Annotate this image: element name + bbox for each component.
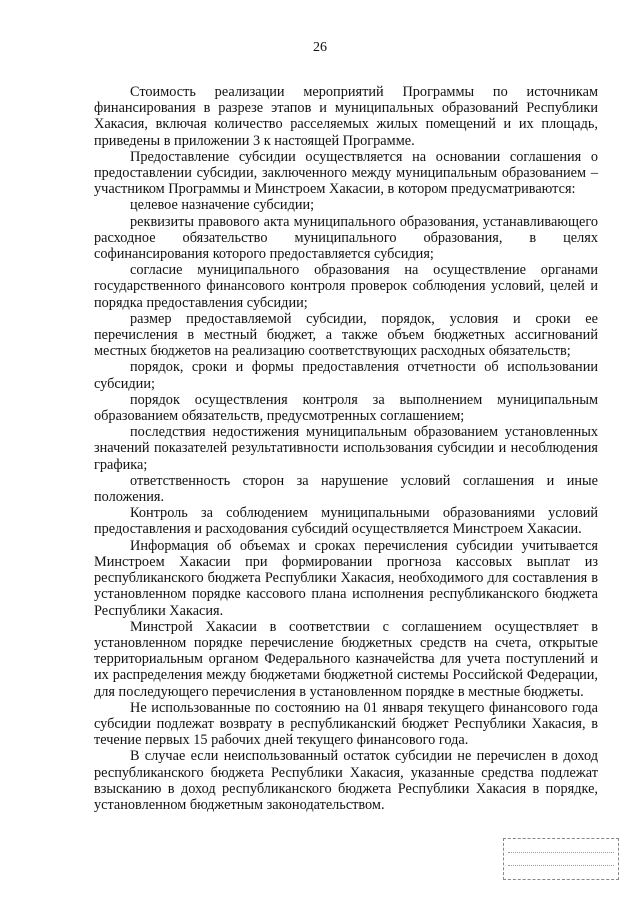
paragraph-control: Контроль за соблюдением муниципальными образованиями условий предоставления и расходования субсидий осуществляется Минстроем Хакасии.: [94, 505, 598, 538]
paragraph-consequences: последствия недостижения муниципальным образованием установленных значений показателей результативности использования субсидии и несоблюдения графика;: [94, 424, 598, 473]
paragraph-reporting: порядок, сроки и формы предоставления отчетности об использовании субсидии;: [94, 359, 598, 392]
paragraph-recovery: В случае если неиспользованный остаток субсидии не перечислен в доход республиканского бюджета Республики Хакасия, указанные средства подлежат взысканию в доход республиканского бюджета Республики Хакасия в порядке, установленном бюджетным законодательством.: [94, 748, 598, 813]
paragraph-subsidy-agreement: Предоставление субсидии осуществляется на основании соглашения о предоставлении субсидии, заключенного между муниципальным образованием – участником Программы и Минстроем Хакасии, в котором предусматриваются:: [94, 148, 598, 198]
paragraph-subsidy-amount: размер предоставляемой субсидии, порядок, условия и сроки ее перечисления в местный бюджет, а также объем бюджетных ассигнований местных бюджетов на реализацию соответствующих расходных обязательств;: [94, 310, 598, 360]
paragraph-control-consent: согласие муниципального образования на осуществление органами государственного финансового контроля проверок соблюдения условий, целей и порядка предоставления субсидии;: [94, 262, 598, 311]
registration-stamp: [503, 838, 619, 880]
paragraph-unused-return: Не использованные по состоянию на 01 января текущего финансового года субсидии подлежат возврату в республиканский бюджет Республики Хакасия, в течение первых 15 рабочих дней текущего финансового года.: [94, 699, 598, 749]
paragraph-cost-sources: Стоимость реализации мероприятий Программы по источникам финансирования в разрезе этапов и муниципальных образований Республики Хакасия, включая количество расселяемых жилых помещений и их площадь, приведены в приложении 3 к настоящей Программе.: [94, 84, 598, 149]
document-body: [94, 84, 598, 813]
paragraph-legal-act-details: реквизиты правового акта муниципального образования, устанавливающего расходное обязательство муниципального образования, в целях софинансирования которого предоставляется субсидия;: [94, 213, 598, 263]
paragraph-transfer: Минстрой Хакасии в соответствии с соглашением осуществляет в установленном порядке перечисление бюджетных средств на счета, открытые территориальным органом Федерального казначейства для учета поступлений и их распределения между бюджетами бюджетной системы Российской Федерации, для последующего перечисления в установленном порядке в местные бюджеты.: [94, 618, 598, 700]
paragraph-purpose: целевое назначение субсидии;: [130, 197, 315, 214]
page-number: 26: [313, 40, 327, 55]
paragraph-responsibility: ответственность сторон за нарушение условий соглашения и иные положения.: [94, 472, 598, 506]
paragraph-cash-forecast: Информация об объемах и сроках перечисления субсидии учитывается Минстроем Хакасии при формировании прогноза кассовых выплат из республиканского бюджета Республики Хакасия, необходимого для составления в установленном порядке кассового плана исполнения республиканского бюджета Республики Хакасия.: [94, 537, 598, 619]
paragraph-monitoring: порядок осуществления контроля за выполнением муниципальным образованием обязательств, предусмотренных соглашением;: [94, 391, 598, 425]
